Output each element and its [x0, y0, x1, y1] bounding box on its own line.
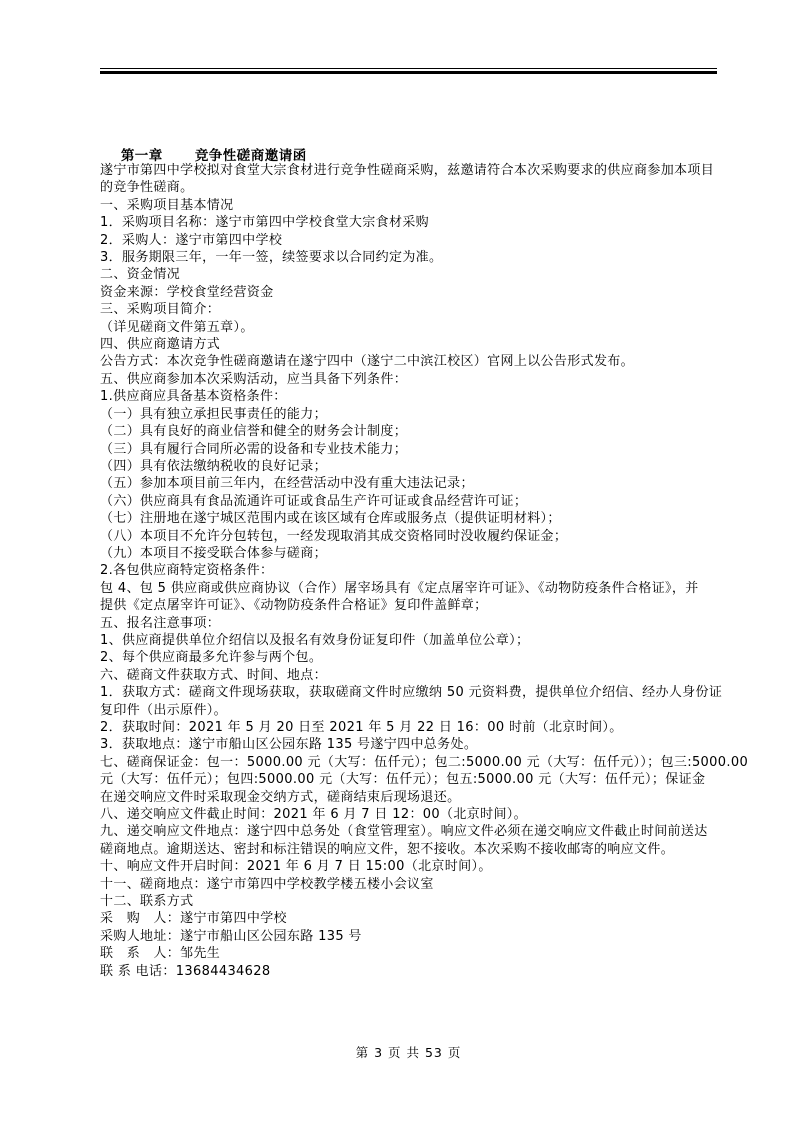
body-line: 八、递交响应文件截止时间：2021 年 6 月 7 日 12：00（北京时间）。 — [100, 807, 528, 823]
body-line: 三、采购项目简介： — [100, 302, 221, 318]
body-line: 3．获取地点：遂宁市船山区公园东路 135 号遂宁四中总务处。 — [100, 737, 478, 753]
body-line: （五）参加本项目前三年内，在经营活动中没有重大违法记录； — [100, 476, 474, 492]
body-line: 五、报名注意事项： — [100, 615, 221, 631]
body-line: 一、采购项目基本情况 — [100, 197, 234, 213]
body-line: 二、资金情况 — [100, 267, 181, 283]
body-line: （详见磋商文件第五章）。 — [100, 319, 254, 335]
body-line: 3．服务期限三年，一年一签，续签要求以合同约定为准。 — [100, 250, 443, 266]
body-line: （三）具有履行合同所必需的设备和专业技术能力； — [100, 441, 408, 457]
body-line: 在递交响应文件时采取现金交纳方式，磋商结束后现场退还。 — [100, 789, 461, 805]
body-line: 1.供应商应具备基本资格条件： — [100, 389, 287, 405]
header-double-rule — [100, 68, 717, 74]
body-line: 十、响应文件开启时间：2021 年 6 月 7 日 15:00（北京时间）。 — [100, 859, 492, 875]
body-line: 联 系 人：邹先生 — [100, 946, 221, 962]
body-line: 六、磋商文件获取方式、时间、地点： — [100, 667, 327, 683]
body-line: 七、磋商保证金：包一：5000.00 元（大写：伍仟元）；包二:5000.00 元（大写：伍仟元））；包三:5000.00 — [100, 754, 749, 770]
body-line: （七）注册地在遂宁城区范围内或在该区域有仓库或服务点（提供证明材料）； — [100, 511, 561, 527]
body-line: 资金来源：学校食堂经营资金 — [100, 284, 274, 300]
chapter-name: 竞争性磋商邀请函 — [194, 148, 307, 164]
page-footer: 第 3 页 共 53 页 — [355, 1045, 462, 1060]
body-line: 四、供应商邀请方式 — [100, 337, 221, 353]
body-line: （一）具有独立承担民事责任的能力； — [100, 406, 327, 422]
body-line: 采购人地址：遂宁市船山区公园东路 135 号 — [100, 928, 362, 944]
body-line: 采 购 人：遂宁市第四中学校 — [100, 911, 287, 927]
body-line: （二）具有良好的商业信誉和健全的财务会计制度； — [100, 424, 408, 440]
body-line: 的竞争性磋商。 — [100, 180, 194, 196]
body-line: 1、供应商提供单位介绍信以及报名有效身份证复印件（加盖单位公章）； — [100, 632, 530, 648]
body-line: 2、每个供应商最多允许参与两个包。 — [100, 650, 323, 666]
body-line: 十一、磋商地点：遂宁市第四中学校教学楼五楼小会议室 — [100, 876, 434, 892]
document-body — [100, 162, 749, 980]
body-line: 2．采购人：遂宁市第四中学校 — [100, 232, 283, 248]
body-line: 2.各包供应商特定资格条件： — [100, 563, 274, 579]
body-line: 联 系 电话：13684434628 — [100, 963, 271, 979]
body-line: 元（大写：伍仟元）；包四:5000.00 元（大写：伍仟元）；包五:5000.00 元（大写：伍仟元）；保证金 — [100, 772, 706, 788]
body-line: 1．采购项目名称：遂宁市第四中学校食堂大宗食材采购 — [100, 215, 430, 231]
body-line: 复印件（出示原件）。 — [100, 702, 228, 718]
body-line: 五、供应商参加本次采购活动，应当具备下列条件： — [100, 371, 408, 387]
body-line: 九、递交响应文件地点：遂宁四中总务处（食堂管理室）。响应文件必须在递交响应文件截止时间前送达 — [100, 824, 708, 840]
body-line: 包 4、包 5 供应商或供应商协议（合作）屠宰场具有《定点屠宰许可证》、《动物防疫条件合格证》，并 — [100, 580, 699, 596]
body-line: （八）本项目不允许分包转包，一经发现取消其成交资格同时没收履约保证金； — [100, 528, 568, 544]
chapter-number: 第一章 — [120, 148, 163, 164]
body-line: 1．获取方式：磋商文件现场获取，获取磋商文件时应缴纳 50 元资料费，提供单位介绍信、经办人身份证 — [100, 685, 723, 701]
body-line: 公告方式：本次竞争性磋商邀请在遂宁四中（遂宁二中滨江校区）官网上以公告形式发布。 — [100, 354, 635, 370]
body-line: 遂宁市第四中学校拟对食堂大宗食材进行竞争性磋商采购，兹邀请符合本次采购要求的供应商参加本项目 — [100, 163, 715, 178]
body-line: 提供《定点屠宰许可证》、《动物防疫条件合格证》复印件盖鲜章； — [100, 598, 488, 614]
body-line: （六）供应商具有食品流通许可证或食品生产许可证或食品经营许可证； — [100, 493, 528, 509]
body-line: （四）具有依法缴纳税收的良好记录； — [100, 458, 327, 474]
body-line: 2．获取时间：2021 年 5 月 20 日至 2021 年 5 月 22 日 16：00 时前（北京时间）。 — [100, 720, 623, 735]
body-line: 十二、联系方式 — [100, 894, 194, 910]
body-line: （九）本项目不接受联合体参与磋商； — [100, 545, 327, 561]
body-line: 磋商地点。逾期送达、密封和标注错误的响应文件，恕不接收。本次采购不接收邮寄的响应文件。 — [100, 841, 675, 857]
